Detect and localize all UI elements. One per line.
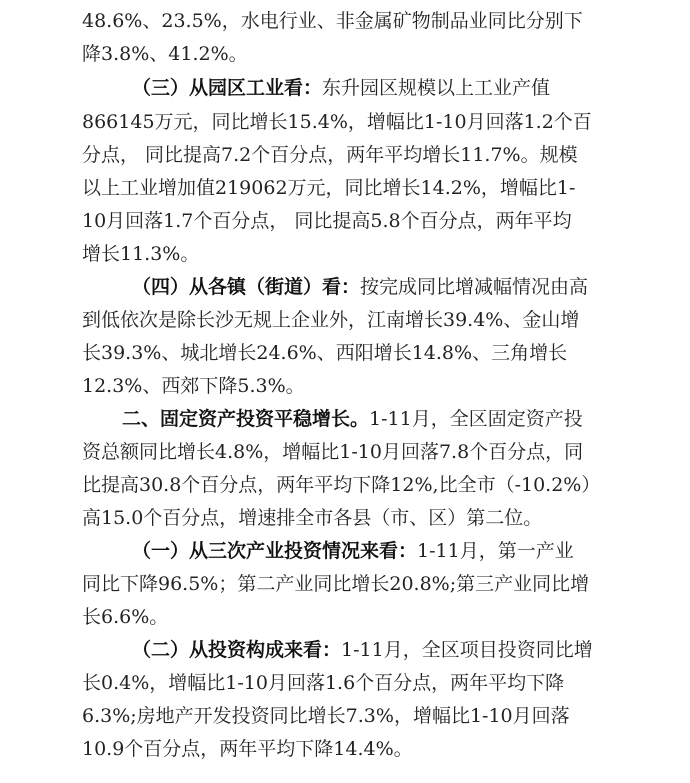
paragraph-first-line [132,535,672,568]
text-line: 长6.6%。 [82,606,169,628]
text-run: 按完成同比增减幅情况由高 [360,276,589,298]
text-line: 12.3%、西郊下降5.3%。 [82,375,305,397]
section-heading: （一）从三次产业投资情况来看： [132,540,418,562]
text-line: 6.3%;房地产开发投资同比增长7.3%，增幅比1-10月回落 [82,705,570,727]
text-line: 高15.0个百分点，增速排全市各县（市、区）第二位。 [82,507,543,529]
text-run: 1-11月，全区项目投资同比增 [341,639,593,661]
text-run: 东升园区规模以上工业产值 [322,77,551,99]
text-line: 降3.8%、41.2%。 [82,43,248,65]
text-run: 1-11月，第一产业 [417,540,574,562]
text-line: 10.9个百分点，两年平均下降14.4%。 [82,738,413,760]
paragraph-first-line [132,72,672,105]
text-line: 到低依次是除长沙无规上企业外，江南增长39.4%、金山增 [82,309,580,331]
section-heading: （二）从投资构成来看： [132,639,342,661]
text-line: 分点， 同比提高7.2个百分点，两年平均增长11.7%。规模 [82,144,578,166]
section-heading: （四）从各镇（街道）看： [132,276,361,298]
text-line: 比提高30.8个百分点，两年平均下降12%,比全市（-10.2%） [82,474,601,496]
paragraph-first-line [132,271,672,304]
text-line: 长39.3%、城北增长24.6%、西阳增长14.8%、三角增长 [82,342,568,364]
text-line: 长0.4%，增幅比1-10月回落1.6个百分点，两年平均下降 [82,672,565,694]
text-line: 资总额同比增长4.8%，增幅比1-10月回落7.8个百分点，同 [82,441,584,463]
paragraph-first-line [132,634,672,667]
text-line: 同比下降96.5%；第二产业同比增长20.8%;第三产业同比增 [82,573,590,595]
text-line: 866145万元，同比增长15.4%，增幅比1-10月回落1.2个百 [82,111,592,133]
text-line: 10月回落1.7个百分点， 同比提高5.8个百分点，两年平均 [82,210,572,232]
text-line: 增长11.3%。 [82,243,200,265]
section-heading: （三）从园区工业看： [132,77,323,99]
text-run: 1-11月，全区固定资产投 [369,408,583,430]
text-line: 48.6%、23.5%，水电行业、非金属矿物制品业同比分别下 [82,10,583,32]
section-heading: 二、固定资产投资平稳增长。 [122,408,370,430]
paragraph-first-line [122,403,662,436]
text-line: 以上工业增加值219062万元，同比增长14.2%，增幅比1- [82,177,576,199]
